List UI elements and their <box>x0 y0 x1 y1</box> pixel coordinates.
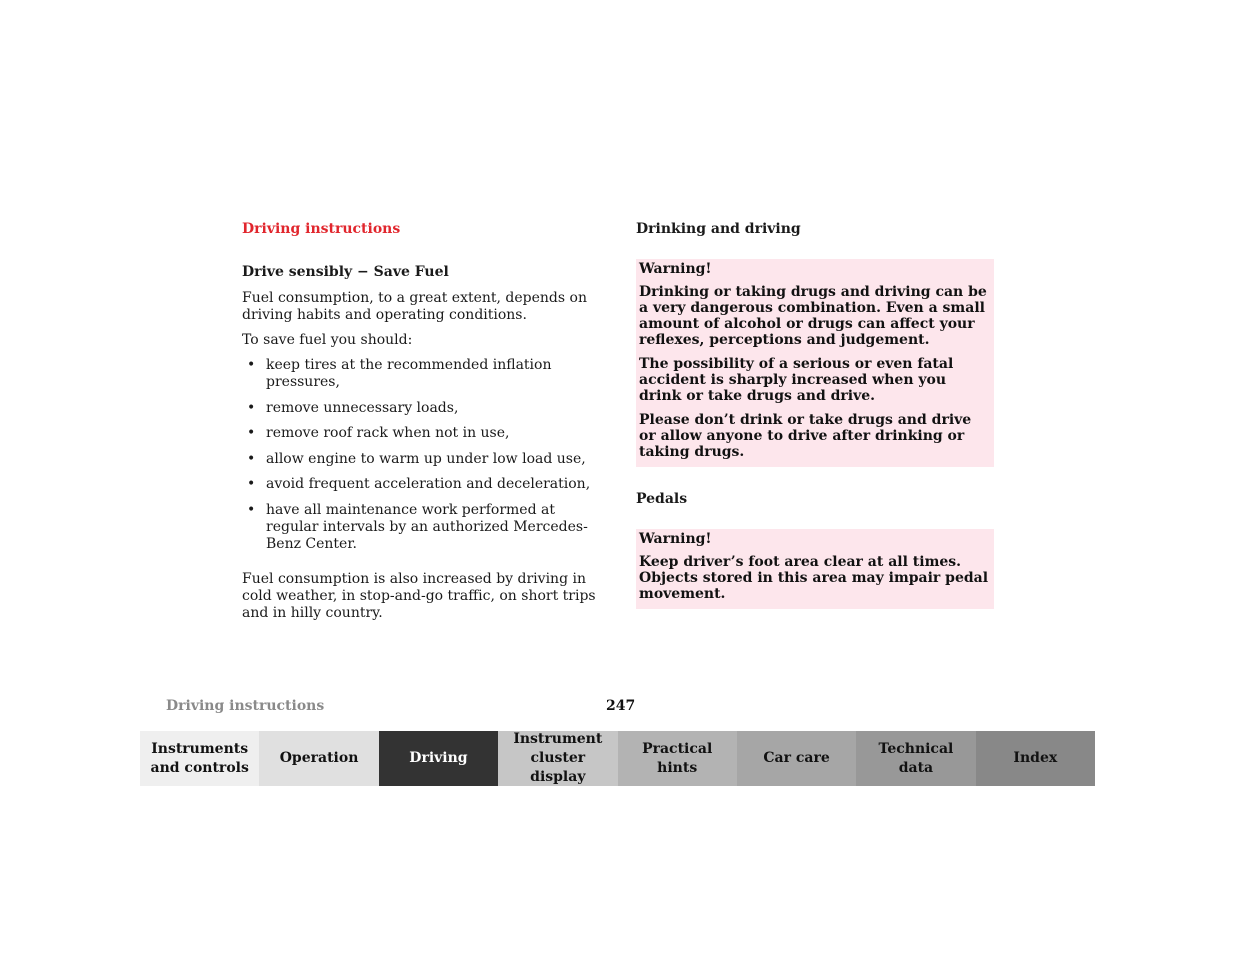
list-item <box>242 502 607 553</box>
tab-technical-data[interactable]: Technical data <box>856 731 975 786</box>
fuel-heading: Drive sensibly − Save Fuel <box>242 264 449 280</box>
tab-instruments-and-controls[interactable]: Instruments and controls <box>140 731 259 786</box>
drinking-warning-box <box>636 259 994 467</box>
section-title: Driving instructions <box>242 221 401 237</box>
list-item <box>242 425 607 442</box>
list-item-text: keep tires at the recommended inflation pressures, <box>266 357 552 390</box>
chapter-nav <box>140 731 1095 786</box>
footer-section-label: Driving instructions <box>166 698 325 714</box>
list-item-text: remove unnecessary loads, <box>266 399 459 416</box>
warning-title: Warning! <box>639 261 712 277</box>
bullet-icon: • <box>247 476 256 492</box>
list-item-text: have all maintenance work performed at regular intervals by an authorized Mercedes-Benz Center. <box>266 501 588 552</box>
bullet-icon: • <box>247 450 256 467</box>
warning-title: Warning! <box>639 531 712 547</box>
list-item-text: avoid frequent acceleration and deceleration, <box>266 476 591 492</box>
list-item <box>242 476 607 493</box>
bullet-icon: • <box>247 357 256 373</box>
pedals-heading: Pedals <box>636 491 688 507</box>
warning-paragraph: Please don’t drink or take drugs and drive or allow anyone to drive after drinking or taking drugs. <box>639 412 972 460</box>
list-item <box>242 400 607 417</box>
bullet-icon: • <box>247 501 256 518</box>
warning-paragraph: Drinking or taking drugs and driving can be a very dangerous combination. Even a small amount of alcohol or drugs can affect your reflexes, perceptions and judgement. <box>639 284 987 348</box>
bullet-icon: • <box>247 399 256 416</box>
tab-driving[interactable]: Driving <box>379 731 498 786</box>
bullet-icon: • <box>247 425 256 441</box>
list-item-text: remove roof rack when not in use, <box>266 425 510 441</box>
tab-index[interactable]: Index <box>976 731 1095 786</box>
drinking-heading: Drinking and driving <box>636 221 801 237</box>
tab-practical-hints[interactable]: Practical hints <box>618 731 737 786</box>
list-item <box>242 451 607 468</box>
tab-operation[interactable]: Operation <box>259 731 378 786</box>
tab-instrument-cluster-display[interactable]: Instrument cluster display <box>498 731 617 786</box>
list-item-text: allow engine to warm up under low load use, <box>266 450 586 467</box>
list-item <box>242 357 607 391</box>
fuel-section <box>242 264 607 630</box>
page-number: 247 <box>606 698 636 714</box>
safety-section <box>636 221 994 609</box>
fuel-intro: Fuel consumption, to a great extent, depends on driving habits and operating conditions. <box>242 290 587 323</box>
tab-car-care[interactable]: Car care <box>737 731 856 786</box>
fuel-lead: To save fuel you should: <box>242 332 413 348</box>
fuel-tips-list <box>242 357 607 553</box>
pedals-warning-box <box>636 529 994 609</box>
warning-paragraph: Keep driver’s foot area clear at all times. Objects stored in this area may impair pedal movement. <box>639 554 989 602</box>
fuel-closing: Fuel consumption is also increased by driving in cold weather, in stop-and-go traffic, on short trips and in hilly country. <box>242 570 596 621</box>
warning-paragraph: The possibility of a serious or even fatal accident is sharply increased when you drink or take drugs and drive. <box>639 356 954 404</box>
